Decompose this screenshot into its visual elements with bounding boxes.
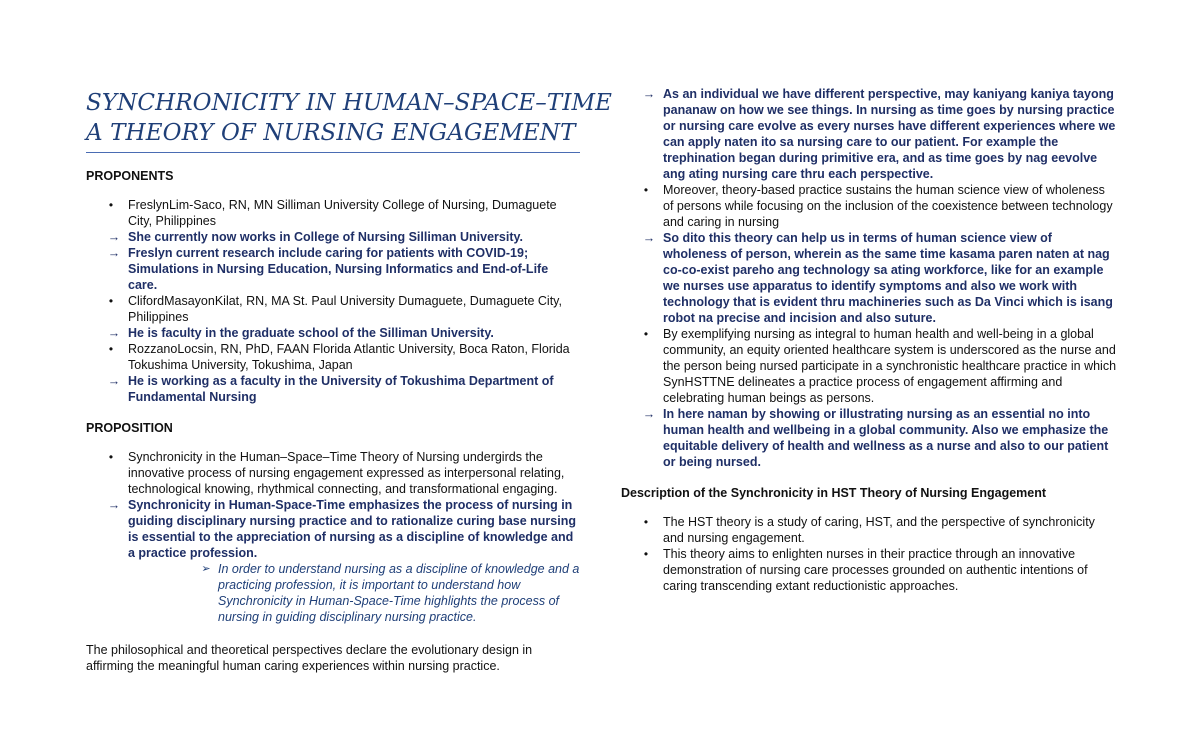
bullet-icon: • xyxy=(643,515,649,529)
bullet-list-item xyxy=(86,341,580,373)
arrow-list-item xyxy=(86,325,580,341)
bullet-list-item xyxy=(621,514,1117,546)
arrow-list-item xyxy=(86,245,580,293)
arrowhead-bullet-icon: ➢ xyxy=(201,563,211,575)
right-arrow-icon: → xyxy=(107,498,121,512)
list-item-text: She currently now works in College of Nursing Silliman University. xyxy=(128,230,523,244)
list-item-text: He is working as a faculty in the University of Tokushima Department of Fundamental Nursing xyxy=(128,374,554,404)
title-line-1: SYNCHRONICITY IN HUMAN–SPACE–TIME xyxy=(86,90,613,116)
arrow-list-item xyxy=(86,497,580,561)
title-line-2: A THEORY OF NURSING ENGAGEMENT xyxy=(86,120,576,146)
discussion-list xyxy=(621,86,1117,470)
list-item-text: ClifordMasayonKilat, RN, MA St. Paul University Dumaguete, Dumaguete City, Philippines xyxy=(128,294,562,324)
closing-paragraph: The philosophical and theoretical perspectives declare the evolutionary design in affirming the meaningful human caring experiences within nursing practice. xyxy=(86,643,533,673)
arrow-list-item xyxy=(86,373,580,405)
bullet-icon: • xyxy=(643,183,649,197)
right-arrow-icon: → xyxy=(107,230,121,244)
list-item-text: In here naman by showing or illustrating nursing as an essential no into human health and wellbeing in a global community. Also we emphasize the equitable delivery of health and wellness as a nurse and also to our patient or being nursed. xyxy=(663,407,1109,469)
proponents-list xyxy=(86,197,580,405)
right-arrow-icon: → xyxy=(107,246,121,260)
bullet-list-item xyxy=(621,546,1117,594)
bullet-list-item xyxy=(621,182,1117,230)
arrow-list-item xyxy=(621,230,1117,326)
bullet-icon: • xyxy=(108,294,114,308)
bullet-icon: • xyxy=(643,327,649,341)
bullet-list-item xyxy=(86,197,580,229)
right-column xyxy=(621,86,1117,594)
list-item-text: FreslynLim-Saco, RN, MN Silliman University College of Nursing, Dumaguete City, Philippines xyxy=(128,198,557,228)
bullet-list-item xyxy=(86,449,580,497)
arrow-list-item xyxy=(621,406,1117,470)
bullet-icon: • xyxy=(108,198,114,212)
right-arrow-icon: → xyxy=(107,374,121,388)
list-item-text: He is faculty in the graduate school of the Silliman University. xyxy=(128,326,494,340)
bullet-list-item xyxy=(86,293,580,325)
bullet-icon: • xyxy=(643,547,649,561)
bullet-icon: • xyxy=(108,342,114,356)
description-heading: Description of the Synchronicity in HST Theory of Nursing Engagement xyxy=(621,486,1047,500)
list-item-text: RozzanoLocsin, RN, PhD, FAAN Florida Atlantic University, Boca Raton, Florida Tokushima University, Tokushima, Japan xyxy=(128,342,570,372)
list-item-text: Synchronicity in the Human–Space–Time Theory of Nursing undergirds the innovative process of nursing engagement expressed as interpersonal relating, technological knowing, rhythmical connecting, and transformational engaging. xyxy=(128,450,565,496)
sub-list-item xyxy=(86,561,580,625)
list-item-text: In order to understand nursing as a discipline of knowledge and a practicing profession, it is important to understand how Synchronicity in Human-Space-Time highlights the process of nursing in guiding disciplinary nursing practice. xyxy=(218,562,580,624)
proposition-list xyxy=(86,449,580,625)
list-item-text: So dito this theory can help us in terms of human science view of wholeness of person, wherein as the same time kasama paren naten at nag co-co-exist pareho ang technology sa ating workforce, like for an example we nurses use apparatus to identify symptoms and also we work with technology that is evident thru machineries such as Da Vinci which is isang robot na precise and incision and also suture. xyxy=(663,231,1113,325)
list-item-text: Moreover, theory-based practice sustains the human science view of wholeness of persons while focusing on the inclusion of the coexistence between technology and caring in nursing xyxy=(663,183,1113,229)
proponents-heading: PROPONENTS xyxy=(86,169,174,183)
list-item-text: Freslyn current research include caring for patients with COVID-19; Simulations in Nursing Education, Nursing Informatics and End-of-Life care. xyxy=(128,246,549,292)
proposition-heading: PROPOSITION xyxy=(86,421,173,435)
document-title xyxy=(86,88,613,153)
arrow-list-item xyxy=(86,229,580,245)
list-item-text: The HST theory is a study of caring, HST, and the perspective of synchronicity and nursing engagement. xyxy=(663,515,1095,545)
left-column xyxy=(86,86,613,674)
list-item-text: By exemplifying nursing as integral to human health and well-being in a global community, an equity oriented healthcare system is underscored as the nurse and the person being nursed participate in a synchronistic healthcare practice in which SynHSTTNE delineates a practice process of engagement affirming and celebrating human beings as persons. xyxy=(663,327,1117,405)
list-item-text: As an individual we have different perspective, may kaniyang kaniya tayong pananaw on how we see things. In nursing as time goes by nursing practice or nursing care evolve as every nurses have different experiences where we can apply naten ito sa nursing care to our patient. For example the trephination began during primitive era, and as time goes by nag eevolve ang ating nursing care thru each perspective. xyxy=(663,87,1116,181)
bullet-icon: • xyxy=(108,450,114,464)
description-list xyxy=(621,514,1117,594)
list-item-text: Synchronicity in Human-Space-Time emphasizes the process of nursing in guiding disciplinary nursing practice and to rationalize curing base nursing is essential to the appreciation of nursing as a discipline of knowledge and a practice profession. xyxy=(128,498,576,560)
right-arrow-icon: → xyxy=(642,231,656,245)
right-arrow-icon: → xyxy=(642,407,656,421)
bullet-list-item xyxy=(621,326,1117,406)
arrow-list-item xyxy=(621,86,1117,182)
list-item-text: This theory aims to enlighten nurses in their practice through an innovative demonstration of nursing care processes grounded on authentic intentions of caring transcending extant reductionistic approaches. xyxy=(663,547,1088,593)
right-arrow-icon: → xyxy=(642,87,656,101)
right-arrow-icon: → xyxy=(107,326,121,340)
